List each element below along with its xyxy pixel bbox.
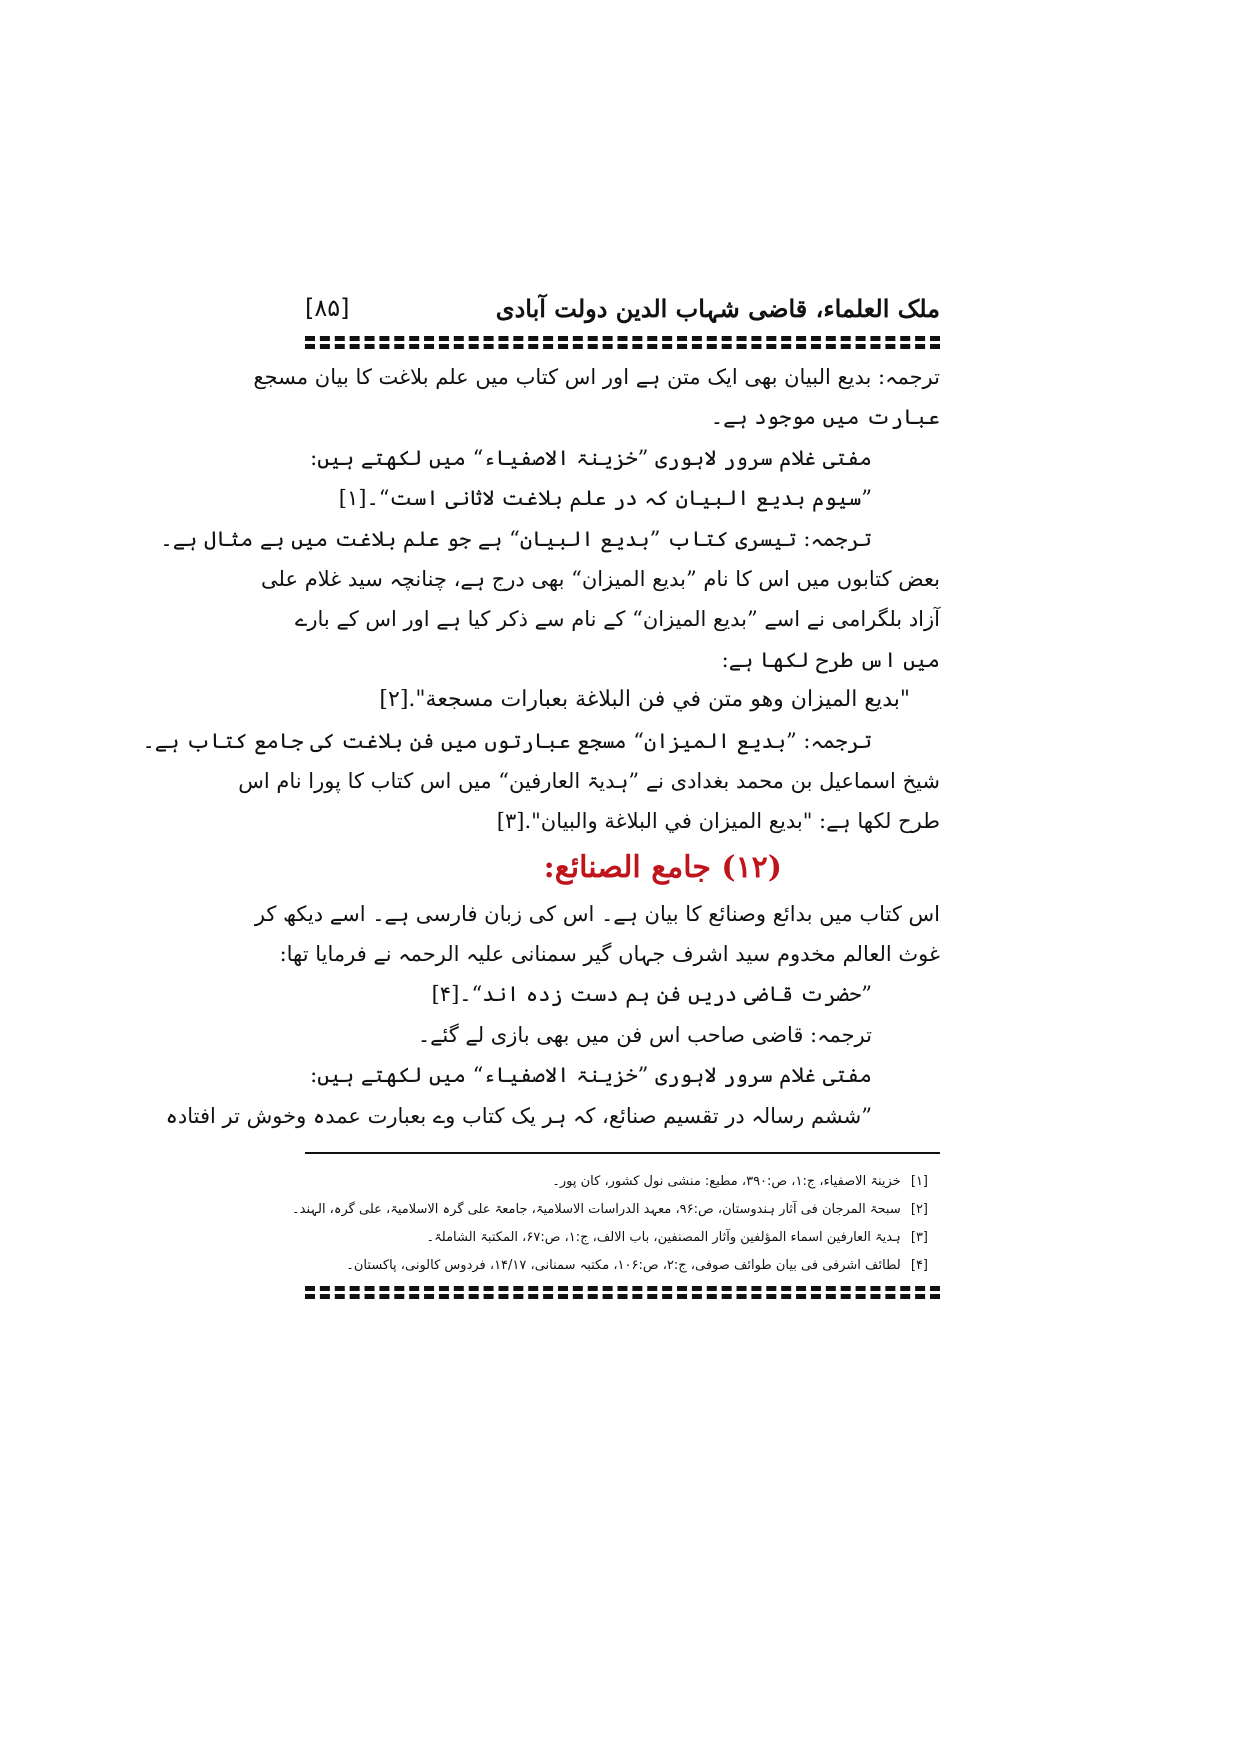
page-number: [۸۵]	[305, 294, 350, 322]
footnote-marker: [۴]	[910, 1258, 928, 1274]
text-line: شیخ اسماعیل بن محمد بغدادی نے ”ہدیۃ العارفین“ میں اس کتاب کا پورا نام اس	[238, 768, 940, 793]
book-page	[142, 292, 940, 1702]
footnote-marker: [۲]	[910, 1202, 928, 1218]
section-heading: (۱۲) جامع الصنائع:	[543, 849, 782, 885]
text-line: ترجمہ: بدیع البیان بھی ایک متن ہے اور اس کتاب میں علم بلاغت کا بیان مسجع	[253, 365, 940, 389]
text-line: طرح لکھا ہے: "بديع الميزان في البلاغة والبيان".[۳]	[496, 809, 940, 834]
text-line: آزاد بلگرامی نے اسے ”بدیع المیزان“ کے نام سے ذکر کیا ہے اور اس کے بارے	[295, 607, 940, 632]
footnote	[292, 1196, 940, 1224]
header-divider	[305, 336, 940, 349]
main-text	[142, 357, 940, 1136]
footnote-text: خزینۃ الاصفیاء، ج:۱، ص:۳۹۰، مطبع: منشی نول کشور، کان پور۔	[552, 1174, 901, 1190]
footnote	[305, 1224, 940, 1252]
text-line: غوث العالم مخدوم سید اشرف جہاں گیر سمنانی علیہ الرحمہ نے فرمایا تھا:	[279, 942, 940, 967]
translation-line: ترجمہ: ”بدیع المیزان“ مسجع عبارتوں میں فن بلاغت کی جامع کتاب ہے۔	[142, 728, 872, 753]
footnote-text: لطائف اشرفی فی بیان طوائف صوفی، ج:۲، ص:۱۰۶، مکتبہ سمنانی، ۱۴/۱۷، فردوس کالونی، پاکستان۔	[346, 1258, 901, 1274]
text-line: بعض کتابوں میں اس کا نام ”بدیع المیزان“ بھی درج ہے، چنانچہ سید غلام علی	[261, 566, 940, 591]
page-header	[305, 292, 940, 336]
text-line: مفتی غلام سرور لاہوری ”خزینۃ الاصفیاء“ میں لکھتے ہیں:	[310, 445, 872, 470]
footnote-marker: [۳]	[910, 1230, 928, 1246]
footnote-text: ہدیۃ العارفین اسماء المؤلفین وآثار المصنفین، باب الالف، ج:۱، ص:۶۷، المکتبۃ الشاملۃ۔	[426, 1230, 901, 1246]
text-line: میں اس طرح لکھا ہے:	[721, 647, 940, 672]
footnote-text: سبحۃ المرجان فی آثار ہندوستان، ص:۹۶، معہد الدراسات الاسلامیۃ، جامعۃ علی گرہ الاسلامیۃ، علی گرہ، الہند۔	[292, 1202, 901, 1218]
text-line: مفتی غلام سرور لاہوری ”خزینۃ الاصفیاء“ میں لکھتے ہیں:	[310, 1063, 872, 1088]
arabic-quote-line: "بديع الميزان وهو متن في فن البلاغة بعبارات مسجعة".[۲]	[379, 687, 910, 713]
text-line: عبارت میں موجود ہے۔	[710, 405, 940, 430]
footnotes	[292, 1168, 940, 1280]
text-line: اس کتاب میں بدائع وصنائع کا بیان ہے۔ اس کی زبان فارسی ہے۔ اسے دیکھ کر	[254, 901, 940, 926]
quote-line: ”سیوم بدیع البیان کہ در علم بلاغت لاثانی است“۔[۱]	[338, 486, 872, 511]
quote-line: ”حضرت قاضی دریں فن ہم دست زدہ اند“۔[۴]	[431, 982, 872, 1007]
translation-line: ترجمہ: قاضی صاحب اس فن میں بھی بازی لے گئے۔	[417, 1022, 872, 1047]
footnote	[305, 1168, 940, 1196]
running-title: ملک العلماء، قاضی شہاب الدین دولت آبادی	[495, 294, 940, 323]
footnote	[305, 1252, 940, 1280]
footnote-divider	[305, 1152, 940, 1154]
footnote-marker: [۱]	[910, 1174, 928, 1190]
footer-divider	[305, 1286, 940, 1299]
translation-line: ترجمہ: تیسری کتاب ”بدیع البیان“ ہے جو علم بلاغت میں بے مثال ہے۔	[160, 526, 872, 551]
quote-line: ”ششم رسالہ در تقسیم صنائع، کہ ہر یک کتاب وے بعبارت عمدہ وخوش تر افتادہ	[165, 1103, 872, 1128]
